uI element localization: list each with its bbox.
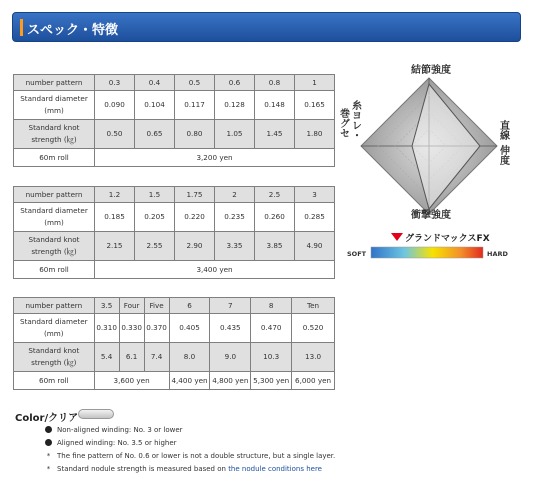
section-header	[12, 12, 521, 42]
table-cell: 0.435	[210, 314, 251, 343]
table-cell: Standard diameter (mm)	[14, 314, 95, 343]
price-cell: 3,200 yen	[95, 149, 335, 167]
section-title: スペック・特徴	[27, 23, 119, 38]
label-top: 結節強度	[411, 65, 451, 76]
label-left-2: 巻グセ	[337, 108, 349, 138]
table-row-number-pattern	[14, 298, 335, 314]
table-cell: 0.148	[255, 91, 295, 120]
table-cell: 0.5	[175, 75, 215, 91]
table-cell: 0.80	[175, 120, 215, 149]
table-cell: 2.90	[175, 232, 215, 261]
color-title: Color/クリア	[15, 413, 79, 424]
bullet-icon	[45, 426, 52, 433]
table-cell: 8	[251, 298, 292, 314]
list-item	[45, 423, 335, 436]
label-right-2: 伸度	[497, 145, 509, 165]
table-cell: number pattern	[14, 298, 95, 314]
table-cell: 0.405	[169, 314, 210, 343]
table-row-diameter	[14, 91, 335, 120]
table-cell: 0.470	[251, 314, 292, 343]
price-cell: 6,000 yen	[292, 372, 335, 390]
table-cell: 0.3	[95, 75, 135, 91]
price-cell: 4,400 yen	[169, 372, 210, 390]
table-cell: 3	[295, 187, 335, 203]
table-cell: 0.8	[255, 75, 295, 91]
list-item	[45, 462, 335, 475]
table-cell: 5.4	[94, 343, 119, 372]
table-cell: number pattern	[14, 187, 95, 203]
table-cell: 0.185	[95, 203, 135, 232]
table-cell: 0.285	[295, 203, 335, 232]
table-row-number-pattern	[14, 75, 335, 91]
table-cell: 0.65	[135, 120, 175, 149]
note-text: Non-aligned winding: No. 3 or lower	[57, 425, 183, 434]
table-cell: 1	[295, 75, 335, 91]
performance-diamond-diagram	[337, 60, 530, 221]
table-cell: Standard diameter (mm)	[14, 203, 95, 232]
price-cell: 4,800 yen	[210, 372, 251, 390]
spec-table-2	[13, 186, 335, 279]
list-item	[45, 449, 335, 462]
table-cell: 7	[210, 298, 251, 314]
table-cell: 1.80	[295, 120, 335, 149]
nodule-conditions-link[interactable]: the nodule conditions here	[228, 464, 322, 473]
table-cell: 0.128	[215, 91, 255, 120]
table-cell: 3.5	[94, 298, 119, 314]
table-cell: 0.235	[215, 203, 255, 232]
table-cell: 1.05	[215, 120, 255, 149]
table-cell: 1.75	[175, 187, 215, 203]
table-cell: number pattern	[14, 75, 95, 91]
marker-label: グランドマックスFX	[405, 234, 490, 244]
table-cell: 0.205	[135, 203, 175, 232]
spec-table-3	[13, 297, 335, 390]
color-swatch-clear	[78, 409, 114, 419]
table-cell: 60m roll	[14, 372, 95, 390]
table-cell: 0.330	[119, 314, 144, 343]
table-cell: 6	[169, 298, 210, 314]
label-left-1: 糸ヨレ・	[349, 100, 361, 140]
table-cell: 4.90	[295, 232, 335, 261]
table-cell: 7.4	[144, 343, 169, 372]
table-cell: 60m roll	[14, 261, 95, 279]
table-cell: 9.0	[210, 343, 251, 372]
table-cell: 0.165	[295, 91, 335, 120]
note-text: Aligned winding: No. 3.5 or higher	[57, 438, 177, 447]
header-accent-bar	[20, 19, 23, 36]
table-cell: 0.117	[175, 91, 215, 120]
table-cell: 3.85	[255, 232, 295, 261]
table-row-diameter	[14, 203, 335, 232]
table-cell: 3.35	[215, 232, 255, 261]
table-row-knot-strength	[14, 232, 335, 261]
table-cell: 0.4	[135, 75, 175, 91]
table-cell: 8.0	[169, 343, 210, 372]
label-soft: SOFT	[347, 250, 367, 258]
table-cell: Ten	[292, 298, 335, 314]
note-text: The fine pattern of No. 0.6 or lower is not a double structure, but a single layer.	[57, 451, 336, 460]
table-row-price	[14, 149, 335, 167]
table-cell: 0.50	[95, 120, 135, 149]
table-cell: Standard diameter (mm)	[14, 91, 95, 120]
table-cell: Five	[144, 298, 169, 314]
table-cell: 0.220	[175, 203, 215, 232]
table-cell: Standard knot strength (㎏)	[14, 232, 95, 261]
table-cell: 0.310	[94, 314, 119, 343]
price-cell: 3,400 yen	[95, 261, 335, 279]
bullet-icon	[45, 439, 52, 446]
table-cell: 10.3	[251, 343, 292, 372]
softness-scale	[347, 228, 512, 264]
table-cell: 60m roll	[14, 149, 95, 167]
table-cell: 6.1	[119, 343, 144, 372]
table-cell: 0.090	[95, 91, 135, 120]
table-cell: 0.520	[292, 314, 335, 343]
table-cell: Four	[119, 298, 144, 314]
label-right-1: 直線	[497, 120, 509, 140]
table-cell: 2.5	[255, 187, 295, 203]
price-cell: 5,300 yen	[251, 372, 292, 390]
table-cell: Standard knot strength (㎏)	[14, 343, 95, 372]
price-cell: 3,600 yen	[94, 372, 169, 390]
table-cell: Standard knot strength (㎏)	[14, 120, 95, 149]
label-hard: HARD	[487, 250, 508, 258]
table-cell: 1.45	[255, 120, 295, 149]
marker-triangle	[391, 233, 403, 241]
table-cell: 2	[215, 187, 255, 203]
table-cell: 0.6	[215, 75, 255, 91]
list-item	[45, 436, 335, 449]
table-cell: 0.370	[144, 314, 169, 343]
gradient-bar	[371, 247, 483, 258]
table-cell: 1.5	[135, 187, 175, 203]
table-row-knot-strength	[14, 343, 335, 372]
spec-table-1	[13, 74, 335, 167]
table-cell: 2.15	[95, 232, 135, 261]
table-row-number-pattern	[14, 187, 335, 203]
table-row-diameter	[14, 314, 335, 343]
table-cell: 13.0	[292, 343, 335, 372]
table-row-price	[14, 261, 335, 279]
label-bottom: 衝撃強度	[411, 210, 451, 221]
notes-list	[45, 423, 335, 475]
table-cell: 2.55	[135, 232, 175, 261]
asterisk-icon: *	[46, 451, 51, 460]
table-row-price	[14, 372, 335, 390]
note-text: Standard nodule strength is measured based on	[57, 464, 226, 473]
asterisk-icon: *	[46, 464, 51, 473]
table-row-knot-strength	[14, 120, 335, 149]
table-cell: 0.104	[135, 91, 175, 120]
table-cell: 0.260	[255, 203, 295, 232]
table-cell: 1.2	[95, 187, 135, 203]
